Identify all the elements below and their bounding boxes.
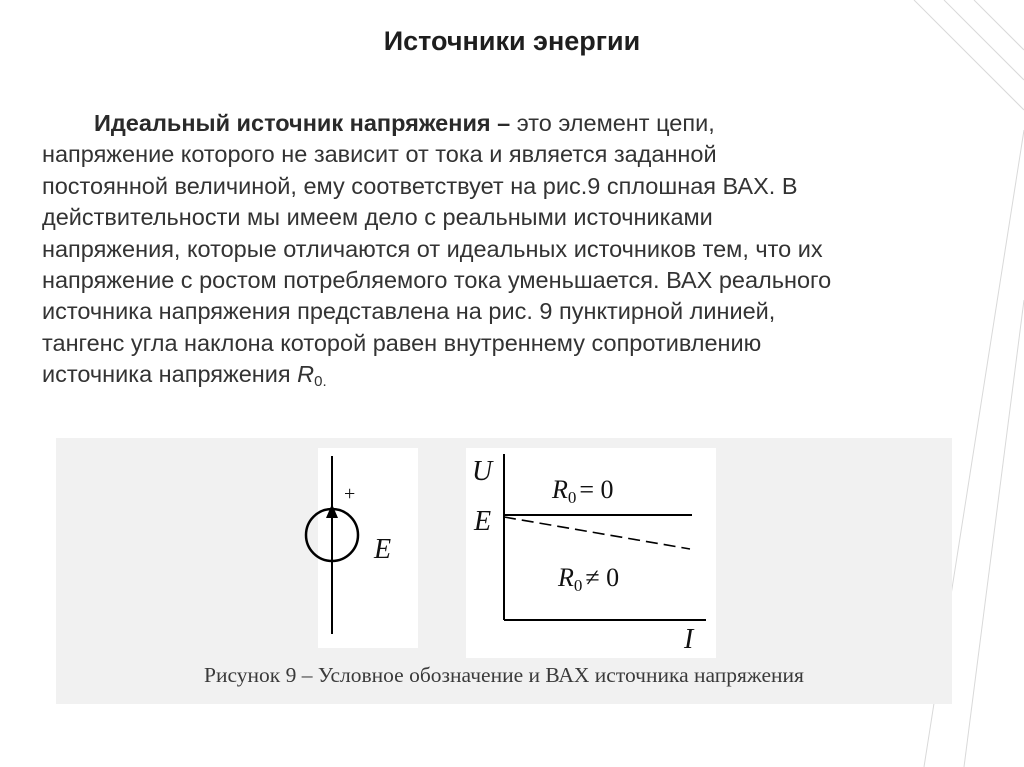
figure-9	[56, 438, 952, 704]
paragraph-line: Идеальный источник напряжения – это элемент цепи,	[94, 110, 715, 136]
paragraph-line: напряжение с ростом потребляемого тока уменьшается. ВАХ реального	[42, 266, 832, 293]
paragraph-line: источника напряжения представлена на рис. 9 пунктирной линией,	[42, 298, 776, 325]
real-source-label: R0 ≠ 0	[558, 563, 620, 595]
paragraph-line: постоянной величиной, ему соответствует на рис.9 сплошная ВАХ. В	[42, 172, 798, 199]
paragraph-line: действительности мы имеем дело с реальными источниками	[42, 204, 713, 231]
definition-paragraph	[42, 108, 1012, 391]
paragraph-line: источника напряжения $R_{0.}$	[42, 361, 327, 391]
u-axis-label: U	[472, 456, 493, 487]
paragraph-line: напряжения, которые отличаются от идеальных источников тем, что их	[42, 235, 823, 262]
emf-label: E	[374, 534, 392, 565]
i-axis-label: I	[684, 624, 694, 655]
slide-title: Источники энергии	[383, 26, 641, 56]
e-level-label: E	[474, 506, 492, 537]
resistance-symbol: R	[297, 361, 315, 388]
defined-term: Идеальный источник напряжения –	[94, 110, 511, 136]
ideal-source-label: R0 = 0	[552, 475, 614, 507]
resistance-subscript: 0.	[314, 373, 327, 391]
figure-caption: Рисунок 9 – Условное обозначение и ВАХ источника напряжения	[204, 663, 804, 687]
plus-sign: +	[344, 483, 356, 505]
paragraph-line: тангенс угла наклона которой равен внутреннему сопротивлению	[42, 329, 762, 356]
paragraph-line: напряжение которого не зависит от тока и является заданной	[42, 141, 717, 168]
